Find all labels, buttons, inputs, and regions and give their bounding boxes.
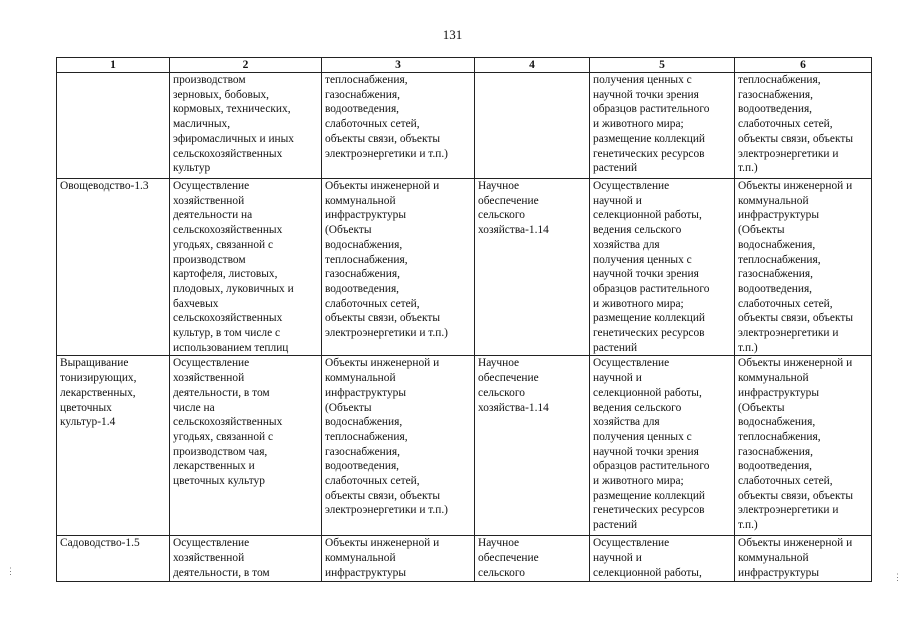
- column-header: 5: [590, 58, 735, 73]
- table-cell-conditional-objects: Объекты инженерной и коммунальной инфраструктуры (Объекты водоснабжения, теплоснабжения, газоснабжения, водоотведения, слаботочных сетей, объекты связи, объекты электроэнергетики и т.п.): [735, 179, 872, 356]
- table-cell-conditional-activity: Научное обеспечение сельского: [475, 536, 590, 581]
- table-cell-conditional-activity: Научное обеспечение сельского хозяйства-1.14: [475, 179, 590, 356]
- table-cell-conditional-activity: [475, 73, 590, 179]
- left-edge-mark: ⋮: [6, 566, 15, 576]
- table-cell-conditional-description: получения ценных с научной точки зрения образцов растительного и животного мира; размещение коллекций генетических ресурсов растений: [590, 73, 735, 179]
- table-cell-description: Осуществление хозяйственной деятельности, в том: [170, 536, 322, 581]
- column-header: 1: [57, 58, 170, 73]
- table-cell-conditional-description: Осуществление научной и селекционной работы,: [590, 536, 735, 581]
- header-row: [57, 58, 872, 73]
- table-cell-description: производством зерновых, бобовых, кормовых, технических, масличных, эфиромасличных и иных сельскохозяйственных культур: [170, 73, 322, 179]
- table-cell-activity: Садоводство-1.5: [57, 536, 170, 581]
- right-edge-mark: ⋮: [893, 572, 902, 582]
- table-row: [57, 356, 872, 536]
- column-header: 4: [475, 58, 590, 73]
- table-row: [57, 536, 872, 581]
- table-cell-activity: Овощеводство-1.3: [57, 179, 170, 356]
- table-cell-activity: Выращивание тонизирующих, лекарственных, цветочных культур-1.4: [57, 356, 170, 536]
- column-header: 3: [322, 58, 475, 73]
- table-cell-conditional-activity: Научное обеспечение сельского хозяйства-1.14: [475, 356, 590, 536]
- land-use-table: [56, 57, 872, 582]
- table-cell-conditional-objects: Объекты инженерной и коммунальной инфраструктуры (Объекты водоснабжения, теплоснабжения, газоснабжения, водоотведения, слаботочных сетей, объекты связи, объекты электроэнергетики и т.п.): [735, 356, 872, 536]
- table-cell-description: Осуществление хозяйственной деятельности на сельскохозяйственных угодьях, связанной с производством картофеля, листовых, плодовых, луковичных и бахчевых сельскохозяйственных культур, в том числе с использованием теплиц: [170, 179, 322, 356]
- table-cell-conditional-objects: теплоснабжения, газоснабжения, водоотведения, слаботочных сетей, объекты связи, объекты электроэнергетики и т.п.): [735, 73, 872, 179]
- table-cell-conditional-objects: Объекты инженерной и коммунальной инфраструктуры: [735, 536, 872, 581]
- table-cell-allowed-objects: теплоснабжения, газоснабжения, водоотведения, слаботочных сетей, объекты связи, объекты электроэнергетики и т.п.): [322, 73, 475, 179]
- table-cell-conditional-description: Осуществление научной и селекционной работы, ведения сельского хозяйства для получения ценных с научной точки зрения образцов растительного и животного мира; размещение коллекций генетических ресурсов растений: [590, 356, 735, 536]
- table-row: [57, 179, 872, 356]
- table-cell-activity: [57, 73, 170, 179]
- table-cell-allowed-objects: Объекты инженерной и коммунальной инфраструктуры: [322, 536, 475, 581]
- column-header: 2: [170, 58, 322, 73]
- table-cell-allowed-objects: Объекты инженерной и коммунальной инфраструктуры (Объекты водоснабжения, теплоснабжения, газоснабжения, водоотведения, слаботочных сетей, объекты связи, объекты электроэнергетики и т.п.): [322, 179, 475, 356]
- table-cell-description: Осуществление хозяйственной деятельности, в том числе на сельскохозяйственных угодьях, связанной с производством чая, лекарственных и цветочных культур: [170, 356, 322, 536]
- table-cell-allowed-objects: Объекты инженерной и коммунальной инфраструктуры (Объекты водоснабжения, теплоснабжения, газоснабжения, водоотведения, слаботочных сетей, объекты связи, объекты электроэнергетики и т.п.): [322, 356, 475, 536]
- table-row: [57, 73, 872, 179]
- page-number: 131: [442, 27, 463, 42]
- column-header: 6: [735, 58, 872, 73]
- table-cell-conditional-description: Осуществление научной и селекционной работы, ведения сельского хозяйства для получения ценных с научной точки зрения образцов растительного и животного мира; размещение коллекций генетических ресурсов растений: [590, 179, 735, 356]
